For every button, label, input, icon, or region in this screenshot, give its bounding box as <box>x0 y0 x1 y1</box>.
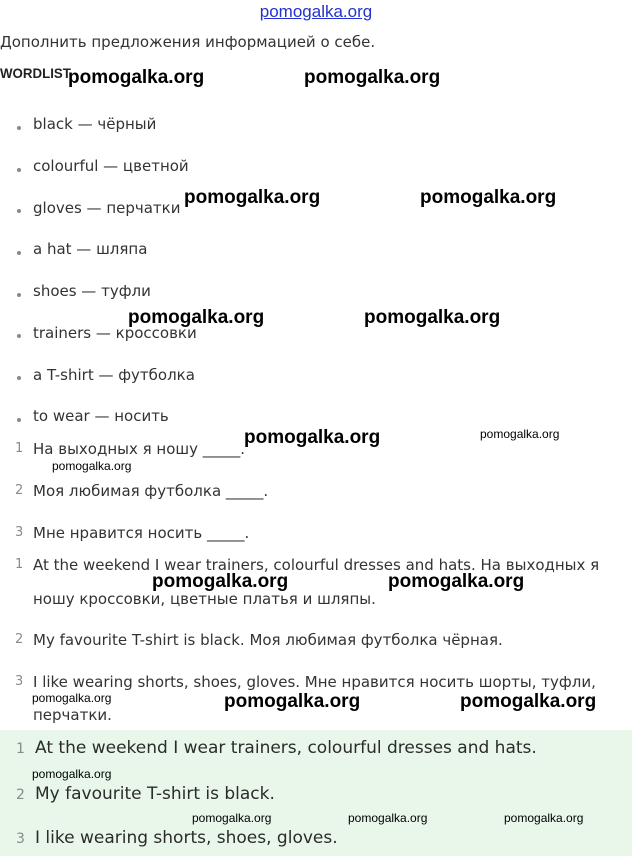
bullet-icon <box>17 376 21 380</box>
bullet-icon <box>17 126 21 130</box>
exercise-sentence: Моя любимая футболка _____. <box>33 482 269 500</box>
wordlist-item: a hat — шляпа <box>33 240 148 258</box>
watermark: pomogalka.org <box>244 427 381 448</box>
task-instruction: Дополнить предложения информацией о себе. <box>0 33 376 51</box>
watermark: pomogalka.org <box>348 811 428 825</box>
site-link[interactable]: pomogalka.org <box>259 2 373 21</box>
bullet-icon <box>17 168 21 172</box>
bullet-icon <box>17 293 21 297</box>
translation-line: I like wearing shorts, shoes, gloves. Мне нравится носить шорты, туфли, <box>33 673 596 691</box>
watermark: pomogalka.org <box>304 67 441 88</box>
answer-number: 1 <box>16 741 25 757</box>
answer-sentence: I like wearing shorts, shoes, gloves. <box>35 828 338 848</box>
watermark: pomogalka.org <box>32 767 112 781</box>
answer-sentence: My favourite T-shirt is black. <box>35 784 275 804</box>
watermark: pomogalka.org <box>152 571 289 592</box>
wordlist-item: to wear — носить <box>33 407 169 425</box>
translation-line: At the weekend I wear trainers, colourful dresses and hats. На выходных я <box>33 556 600 574</box>
wordlist-item: gloves — перчатки <box>33 199 181 217</box>
exercise-number: 1 <box>15 441 24 456</box>
translation-line: ношу кроссовки, цветные платья и шляпы. <box>33 590 376 608</box>
watermark: pomogalka.org <box>364 307 501 328</box>
wordlist-item: shoes — туфли <box>33 282 151 300</box>
answer-number: 2 <box>16 787 25 803</box>
watermark: pomogalka.org <box>68 67 205 88</box>
exercise-sentence: На выходных я ношу _____. <box>33 440 246 458</box>
watermark: pomogalka.org <box>128 307 265 328</box>
wordlist-title: WORDLIST <box>0 65 71 81</box>
watermark: pomogalka.org <box>460 691 597 712</box>
bullet-icon <box>17 334 21 338</box>
bullet-icon <box>17 209 21 213</box>
wordlist-item: colourful — цветной <box>33 157 189 175</box>
translation-number: 1 <box>15 557 24 572</box>
bullet-icon <box>17 251 21 255</box>
answer-sentence: At the weekend I wear trainers, colourful dresses and hats. <box>35 738 537 758</box>
watermark: pomogalka.org <box>480 427 560 441</box>
watermark: pomogalka.org <box>184 187 321 208</box>
translation-line: перчатки. <box>33 706 112 724</box>
wordlist-item: trainers — кроссовки <box>33 324 197 342</box>
translation-number: 3 <box>15 674 24 689</box>
exercise-number: 2 <box>15 483 24 498</box>
watermark: pomogalka.org <box>224 691 361 712</box>
exercise-sentence: Мне нравится носить _____. <box>33 524 250 542</box>
watermark: pomogalka.org <box>32 691 112 705</box>
watermark: pomogalka.org <box>504 811 584 825</box>
watermark: pomogalka.org <box>192 811 272 825</box>
wordlist-item: a T-shirt — футболка <box>33 366 195 384</box>
watermark: pomogalka.org <box>388 571 525 592</box>
watermark: pomogalka.org <box>420 187 557 208</box>
watermark: pomogalka.org <box>52 459 132 473</box>
translation-number: 2 <box>15 632 24 647</box>
answer-number: 3 <box>16 831 25 847</box>
exercise-number: 3 <box>15 525 24 540</box>
translation-line: My favourite T-shirt is black. Моя любимая футболка чёрная. <box>33 631 503 649</box>
wordlist-item: black — чёрный <box>33 115 157 133</box>
bullet-icon <box>17 418 21 422</box>
